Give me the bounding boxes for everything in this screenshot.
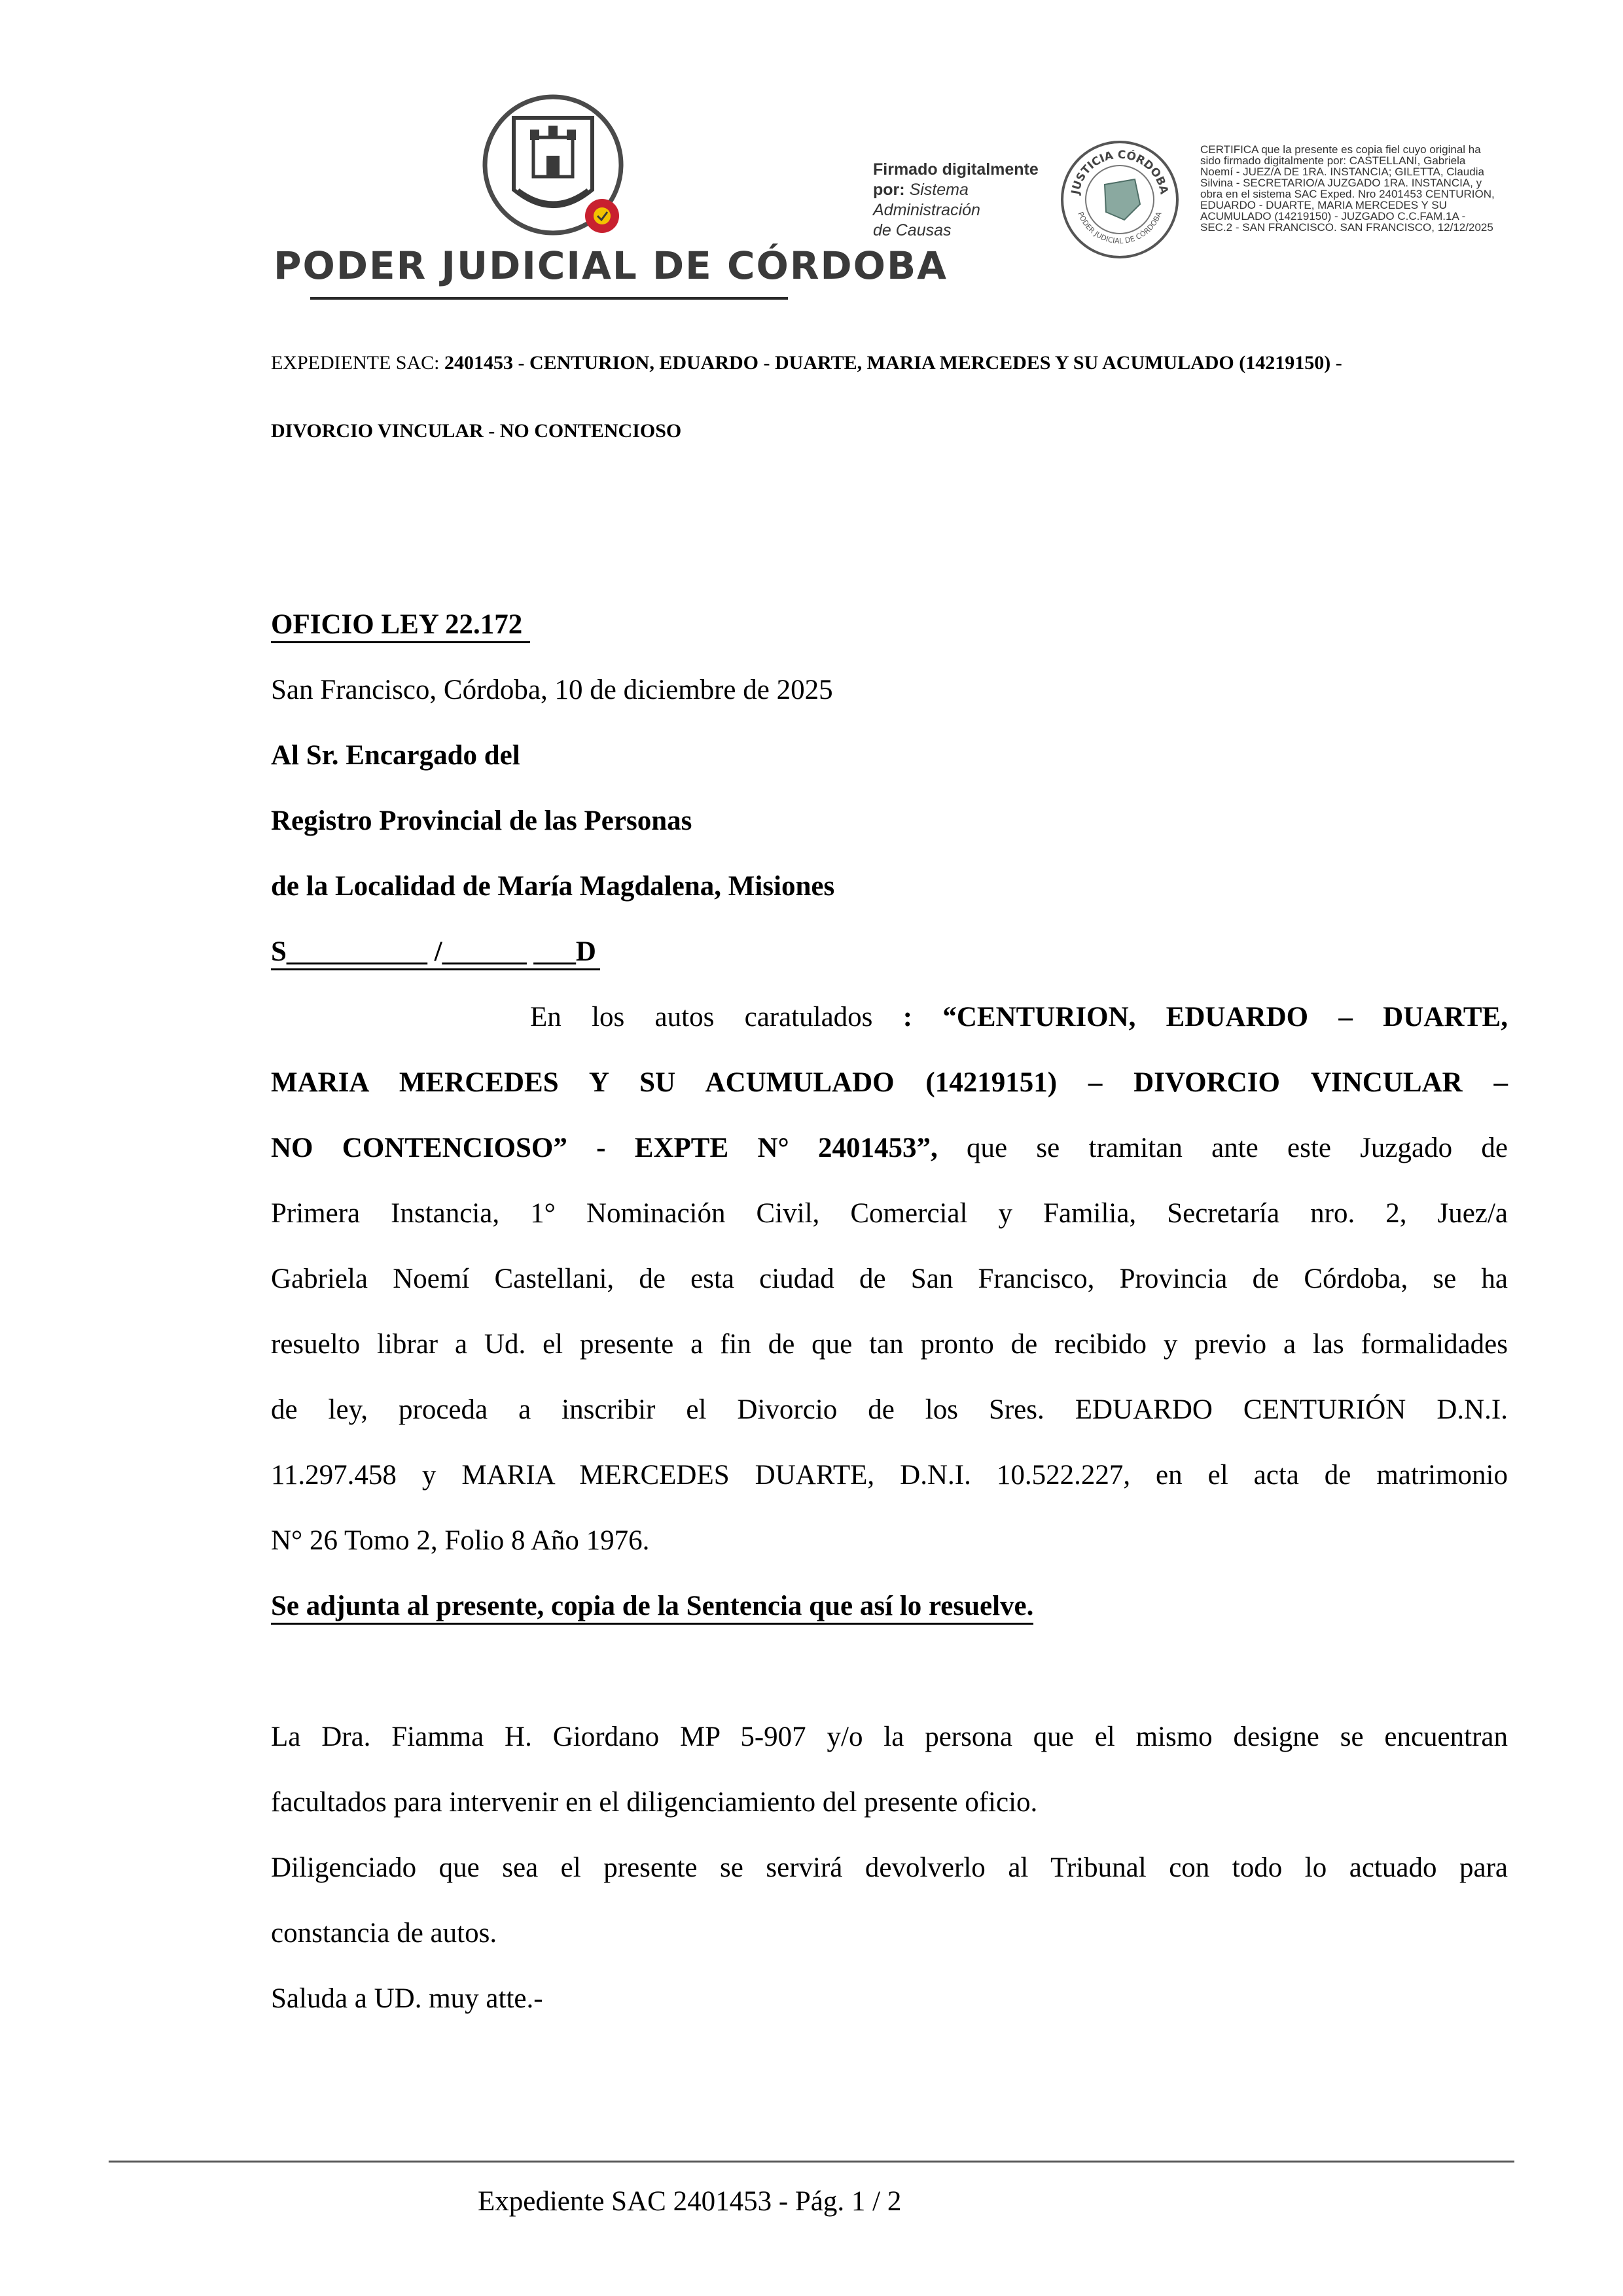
coat-of-arms-logo <box>478 92 628 255</box>
signature-line-4: de Causas <box>873 221 952 239</box>
paragraph-1-line-6: resuelto librar a Ud. el presente a fin de que tan pronto de recibido y previo a las formalidades <box>271 1329 1508 1360</box>
document-heading: OFICIO LEY 22.172 <box>271 609 530 641</box>
cert-line: SEC.2 - SAN FRANCISCO. SAN FRANCISCO, 12/12/2025 <box>1200 221 1493 234</box>
paragraph-1-line-1: En los autos caratulados : “CENTURION, EDUARDO – DUARTE, <box>530 1002 1508 1033</box>
expediente-label: EXPEDIENTE SAC: <box>271 352 440 374</box>
expediente-header-line-1 <box>271 352 1342 374</box>
sd-line: S__________ /______ ___D <box>271 936 600 968</box>
paragraph-2-line-1: La Dra. Fiamma H. Giordano MP 5-907 y/o la persona que el mismo designe se encuentran <box>271 1722 1508 1752</box>
place-date: San Francisco, Córdoba, 10 de diciembre de 2025 <box>271 675 833 705</box>
seal-top-text: JUSTICIA CÓRDOBA <box>1069 148 1171 196</box>
paragraph-3-line-2: constancia de autos. <box>271 1918 497 1949</box>
signature-line-1: Firmado digitalmente <box>873 160 1039 179</box>
attachment-note: Se adjunta al presente, copia de la Sentencia que así lo resuelve. <box>271 1590 1033 1622</box>
certification-text <box>1200 144 1541 233</box>
cert-line: obra en el sistema SAC Exped. Nro 2401453 CENTURION, <box>1200 188 1495 200</box>
digital-signature-label <box>873 160 1039 241</box>
expediente-header-line-2 <box>271 420 681 442</box>
paragraph-3-line-1: Diligenciado que sea el presente se servirá devolverlo al Tribunal con todo lo actuado para <box>271 1852 1508 1883</box>
justicia-cordoba-seal <box>1059 139 1181 260</box>
cert-line: Noemí - JUEZ/A DE 1RA. INSTANCIA; GILETTA, Claudia <box>1200 166 1484 178</box>
cert-line: Silvina - SECRETARIO/A JUZGADO 1RA. INSTANCIA, y <box>1200 177 1482 189</box>
cert-line: EDUARDO - DUARTE, MARIA MERCEDES Y SU <box>1200 199 1447 211</box>
addressee-line-2: Registro Provincial de las Personas <box>271 805 692 836</box>
expediente-title-2: DIVORCIO VINCULAR - NO CONTENCIOSO <box>271 420 682 442</box>
logo-title: PODER JUDICIAL DE CÓRDOBA <box>274 243 948 288</box>
paragraph-1-line-5: Gabriela Noemí Castellani, de esta ciudad de San Francisco, Provincia de Córdoba, se ha <box>271 1263 1508 1294</box>
paragraph-1-line-4: Primera Instancia, 1° Nominación Civil, Comercial y Familia, Secretaría nro. 2, Juez/a <box>271 1198 1508 1229</box>
expediente-title-1: 2401453 - CENTURION, EDUARDO - DUARTE, MARIA MERCEDES Y SU ACUMULADO (14219150) - <box>444 352 1342 374</box>
footer-divider <box>109 2161 1514 2163</box>
addressee-line-3: de la Localidad de María Magdalena, Misiones <box>271 871 835 902</box>
cert-line: CERTIFICA que la presente es copia fiel cuyo original ha <box>1200 143 1481 156</box>
logo-underline <box>310 297 788 300</box>
paragraph-1-line-2: MARIA MERCEDES Y SU ACUMULADO (14219151) – DIVORCIO VINCULAR – <box>271 1067 1508 1098</box>
paragraph-1-line-7: de ley, proceda a inscribir el Divorcio de los Sres. EDUARDO CENTURIÓN D.N.I. <box>271 1394 1508 1425</box>
paragraph-1-line-9: N° 26 Tomo 2, Folio 8 Año 1976. <box>271 1525 650 1556</box>
signature-line-3: Administración <box>873 201 980 219</box>
cert-line: ACUMULADO (14219150) - JUZGADO C.C.FAM.1A - <box>1200 210 1466 222</box>
seal-bottom-text: PODER JUDICIAL DE CÓRDOBA <box>1076 211 1164 246</box>
signature-line-2-italic: Sistema <box>909 181 969 199</box>
paragraph-2-line-2: facultados para intervenir en el diligenciamiento del presente oficio. <box>271 1787 1038 1818</box>
closing-line: Saluda a UD. muy atte.- <box>271 1983 543 2014</box>
cert-line: sido firmado digitalmente por: CASTELLANI, Gabriela <box>1200 154 1466 167</box>
page-footer: Expediente SAC 2401453 - Pág. 1 / 2 <box>478 2186 902 2217</box>
signature-line-2-bold: por: <box>873 181 905 199</box>
paragraph-1-line-3: NO CONTENCIOSO” - EXPTE N° 2401453”, que se tramitan ante este Juzgado de <box>271 1133 1508 1163</box>
paragraph-1-line-8: 11.297.458 y MARIA MERCEDES DUARTE, D.N.I. 10.522.227, en el acta de matrimonio <box>271 1460 1508 1491</box>
addressee-line-1: Al Sr. Encargado del <box>271 740 520 771</box>
